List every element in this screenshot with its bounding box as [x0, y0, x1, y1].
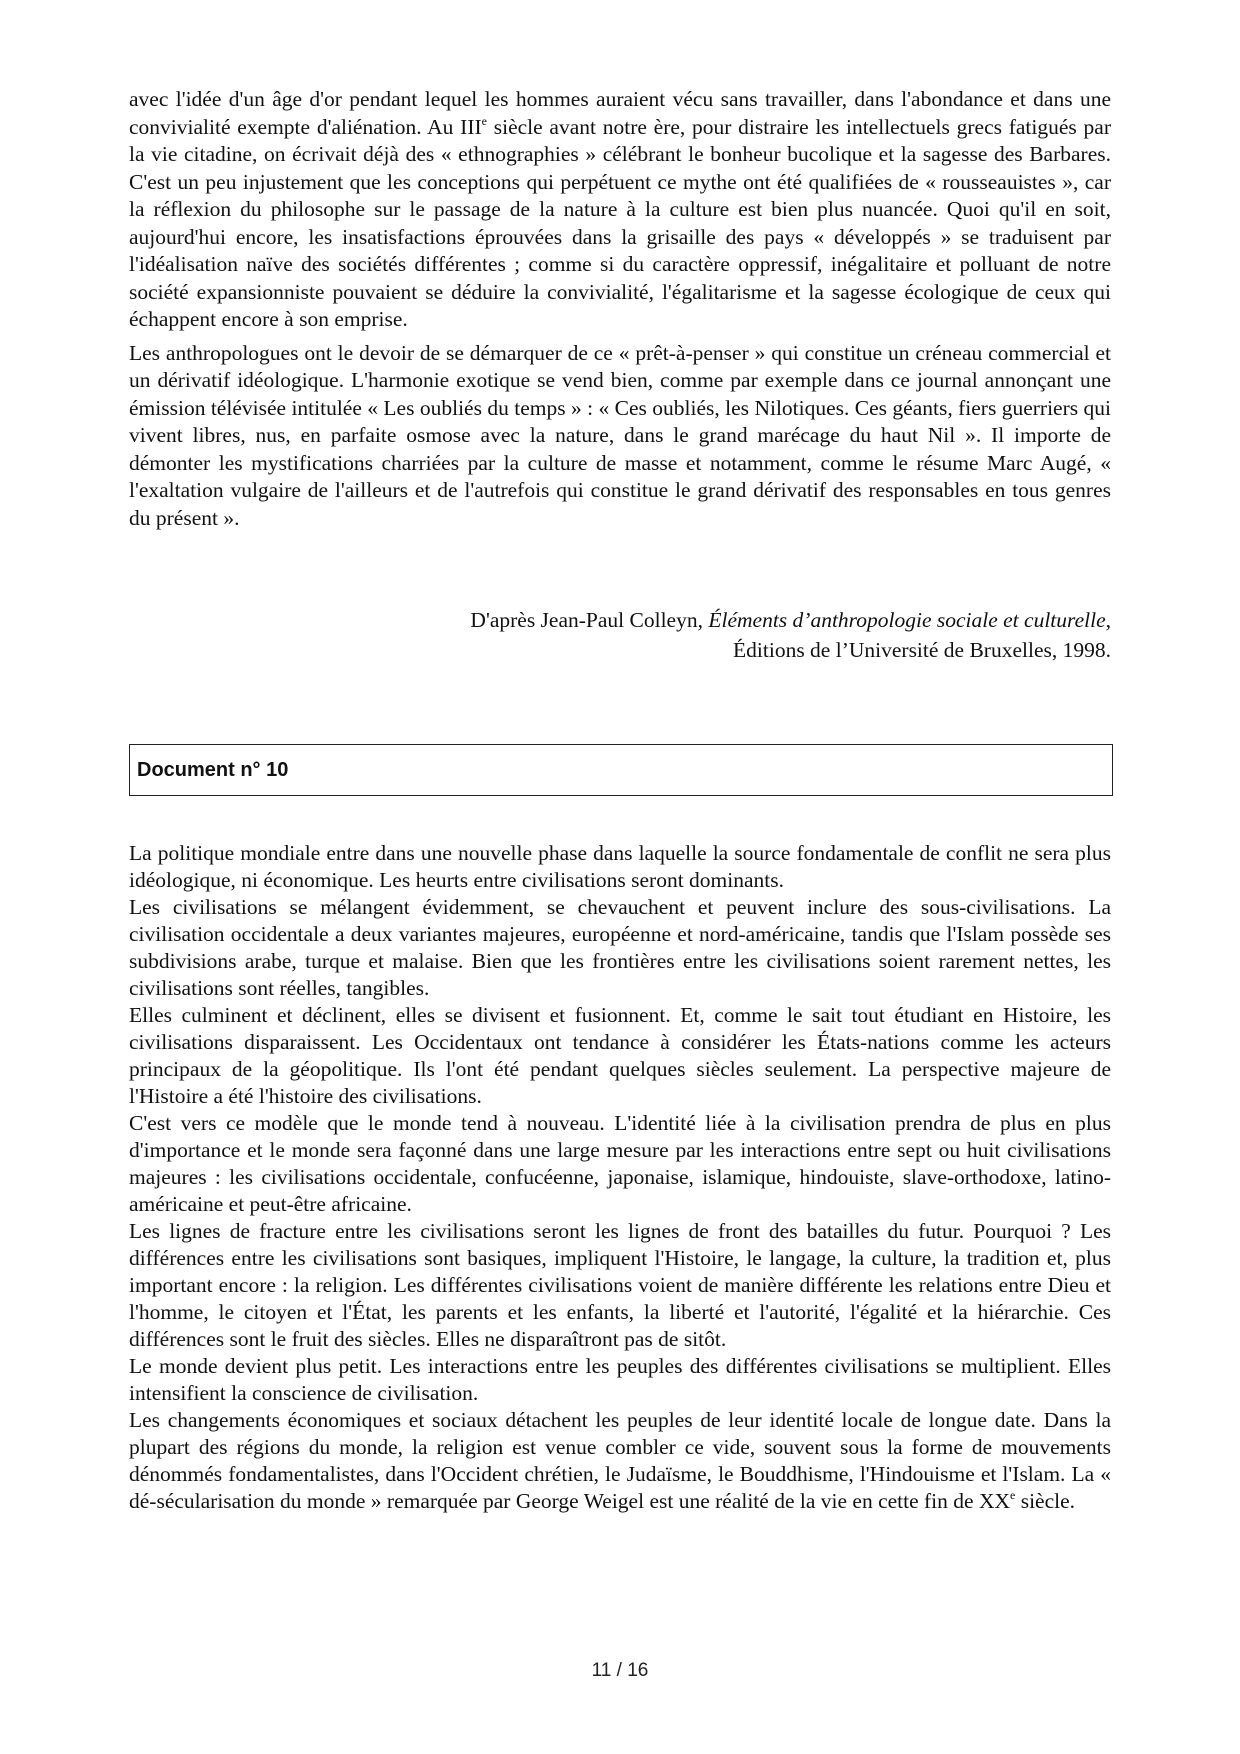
paragraph-text: Les changements économiques et sociaux détachent les peuples de leur identité locale de longue date. Dans la plupart des régions du monde, la religion est venue combler ce vide, souvent sous la forme de mouvements dénommés fondamentalistes, dans l'Occident chrétien, le Judaïsme, le Bouddhisme, l'Hindouisme et l'Islam. La « dé-sécularisation du monde » remarquée par George Weigel est une réalité de la vie en cette fin de XX	[129, 1408, 1111, 1513]
document-body	[129, 840, 1111, 1515]
document-paragraph: Les civilisations se mélangent évidemment, se chevauchent et peuvent inclure des sous-civilisations. La civilisation occidentale a deux variantes majeures, européenne et nord-américaine, tandis que l'Islam possède ses subdivisions arabe, turque et malaise. Bien que les frontières entre les civilisations soient rarement nettes, les civilisations sont réelles, tangibles.	[129, 895, 1111, 1000]
citation-punctuation: ,	[1105, 608, 1111, 632]
excerpt-continuation	[129, 86, 1111, 532]
superscript: e	[1010, 1488, 1016, 1502]
document-paragraph: Le monde devient plus petit. Les interactions entre les peuples des différentes civilisations se multiplient. Elles intensifient la conscience de civilisation.	[129, 1354, 1111, 1405]
source-citation	[129, 605, 1111, 665]
superscript: e	[481, 113, 487, 128]
document-paragraph	[129, 1407, 1111, 1515]
document-title: Document n° 10	[137, 758, 289, 781]
page-number: 11 / 16	[591, 1660, 649, 1681]
citation-author-line	[129, 605, 1111, 635]
citation-publisher: Éditions de l’Université de Bruxelles, 1998.	[733, 638, 1111, 662]
document-paragraph: C'est vers ce modèle que le monde tend à nouveau. L'identité liée à la civilisation prendra de plus en plus d'importance et le monde sera façonné dans une large mesure par les interactions entre sept ou huit civilisations majeures : les civilisations occidentale, confucéenne, japonaise, islamique, hindouiste, slave-orthodoxe, latino-américaine et peut-être africaine.	[129, 1111, 1111, 1216]
page-content	[129, 86, 1111, 1515]
excerpt-paragraph	[129, 86, 1111, 334]
excerpt-paragraph: Les anthropologues ont le devoir de se démarquer de ce « prêt-à-penser » qui constitue un créneau commercial et un dérivatif idéologique. L'harmonie exotique se vend bien, comme par exemple dans ce journal annonçant une émission télévisée intitulée « Les oubliés du temps » : « Ces oubliés, les Nilotiques. Ces géants, fiers guerriers qui vivent libres, nus, en parfaite osmose avec la nature, dans le grand marécage du haut Nil ». Il importe de démonter les mystifications charriées par la culture de masse et notamment, comme le résume Marc Augé, « l'exaltation vulgaire de l'ailleurs et de l'autrefois qui constitue le grand dérivatif des responsables en tous genres du présent ».	[129, 340, 1111, 530]
document-header-box	[129, 744, 1113, 796]
citation-book-title: Éléments d’anthropologie sociale et culturelle	[708, 608, 1106, 632]
paragraph-text: siècle.	[1015, 1489, 1076, 1513]
paragraph-text: siècle avant notre ère, pour distraire les intellectuels grecs fatigués par la vie citadine, on écrivait déjà des « ethnographies » célébrant le bonheur bucolique et la sagesse des Barbares. C'est un peu injustement que les conceptions qui perpétuent ce mythe ont été qualifiées de « rousseauistes », car la réflexion du philosophe sur le passage de la nature à la culture est bien plus nuancée. Quoi qu'il en soit, aujourd'hui encore, les insatisfactions éprouvées dans la grisaille des pays « développés » se traduisent par l'idéalisation naïve des sociétés différentes ; comme si du caractère oppressif, inégalitaire et polluant de notre société expansionniste pouvaient se déduire la convivialité, l'égalitarisme et la sagesse écologique de ceux qui échappent encore à son emprise.	[129, 114, 1111, 331]
document-paragraph: Elles culminent et déclinent, elles se divisent et fusionnent. Et, comme le sait tout étudiant en Histoire, les civilisations disparaissent. Les Occidentaux ont tendance à considérer les États-nations comme les acteurs principaux de la géopolitique. Ils l'ont été pendant quelques siècles seulement. La perspective majeure de l'Histoire a été l'histoire des civilisations.	[129, 1003, 1111, 1108]
paragraph-text: avec l'idée d'un âge d'or pendant lequel les hommes auraient vécu sans travailler, dans l'abondance et dans une convivialité exempte d'aliénation. Au III	[129, 87, 1111, 139]
document-paragraph: La politique mondiale entre dans une nouvelle phase dans laquelle la source fondamentale de conflit ne sera plus idéologique, ni économique. Les heurts entre civilisations seront dominants.	[129, 841, 1111, 892]
citation-author: D'après Jean-Paul Colleyn,	[470, 608, 709, 632]
document-paragraph: Les lignes de fracture entre les civilisations seront les lignes de front des batailles du futur. Pourquoi ? Les différences entre les civilisations sont basiques, impliquent l'Histoire, le langage, la culture, la tradition et, plus important encore : la religion. Les différentes civilisations voient de manière différente les relations entre Dieu et l'homme, le citoyen et l'État, les parents et les enfants, la liberté et l'autorité, l'égalité et la hiérarchie. Ces différences sont le fruit des siècles. Elles ne disparaîtront pas de sitôt.	[129, 1219, 1111, 1351]
